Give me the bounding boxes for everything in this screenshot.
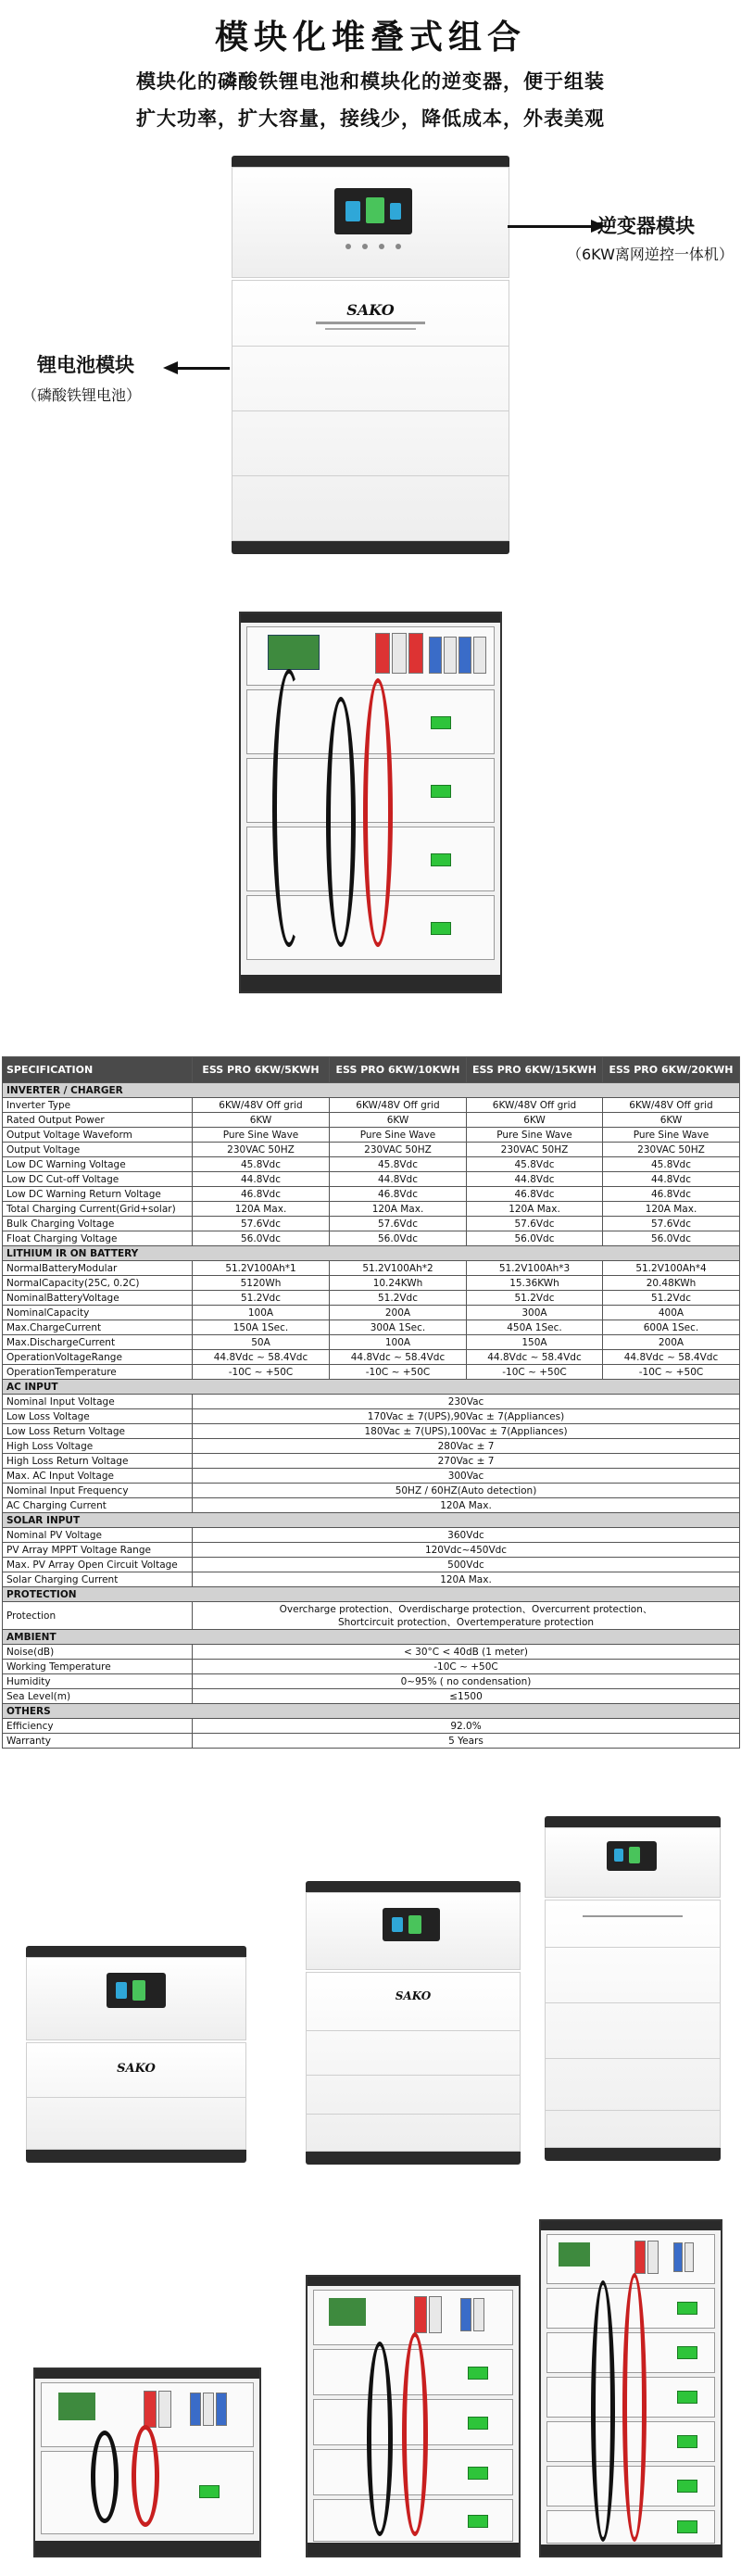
row-value: 120Vdc~450Vdc [193,1543,740,1558]
row-value: 300A 1Sec. [330,1320,467,1335]
button-icon [379,244,384,249]
row-value: 92.0% [193,1719,740,1734]
row-value: 6KW/48V Off grid [330,1098,467,1113]
row-label: Rated Output Power [3,1113,193,1128]
section-row [3,1513,740,1528]
table-row [3,1454,740,1469]
table-row [3,1365,740,1380]
row-value: Pure Sine Wave [193,1128,330,1143]
table-header-row [3,1057,740,1083]
specification-table [2,1056,740,1749]
row-value: 6KW/48V Off grid [603,1098,740,1113]
table-row [3,1276,740,1291]
row-label: Nominal PV Voltage [3,1528,193,1543]
row-value: 100A [330,1335,467,1350]
row-value: 170Vac ± 7(UPS),90Vac ± 7(Appliances) [193,1409,740,1424]
battery-callout-sub: （磷酸铁锂电池） [22,386,142,404]
row-label: Nominal Input Voltage [3,1395,193,1409]
row-value: -10C ~ +50C [603,1365,740,1380]
battery-callout: 锂电池模块 [37,354,134,376]
row-value [193,1602,740,1630]
table-row [3,1291,740,1306]
row-value: 120A Max. [467,1202,603,1217]
row-label: Efficiency [3,1719,193,1734]
row-value: 51.2V100Ah*2 [330,1261,467,1276]
row-value: 51.2Vdc [467,1291,603,1306]
table-row [3,1602,740,1630]
row-label: Solar Charging Current [3,1572,193,1587]
table-row [3,1320,740,1335]
row-value: 500Vdc [193,1558,740,1572]
row-label: NormalCapacity(25C, 0.2C) [3,1276,193,1291]
row-value-line: Overcharge protection、Overdischarge protection、Overcurrent protection、 [279,1603,653,1615]
table-row [3,1734,740,1749]
row-value: 15.36KWh [467,1276,603,1291]
section-row [3,1083,740,1098]
table-row [3,1689,740,1704]
row-value: < 30°C < 40dB (1 meter) [193,1645,740,1660]
table-row [3,1528,740,1543]
red-cable [363,678,393,947]
page-title: 模块化堆叠式组合 [214,19,526,57]
row-value: 6KW [193,1113,330,1128]
config-15kwh-closed [545,1816,721,2161]
table-row [3,1157,740,1172]
row-label: Protection [3,1602,193,1630]
row-label: NormalBatteryModular [3,1261,193,1276]
table-row [3,1113,740,1128]
row-value: 20.48KWh [603,1276,740,1291]
section-row [3,1246,740,1261]
table-row [3,1572,740,1587]
row-value: Pure Sine Wave [603,1128,740,1143]
row-value: 280Vac ± 7 [193,1439,740,1454]
section-row [3,1380,740,1395]
button-icon [396,244,401,249]
row-value: 120A Max. [330,1202,467,1217]
inverter-callout-sub: （6KW离网逆控一体机） [567,246,734,263]
row-label: Sea Level(m) [3,1689,193,1704]
row-value: 56.0Vdc [330,1231,467,1246]
table-row [3,1645,740,1660]
row-value: 50A [193,1335,330,1350]
cabinet-base [232,541,509,554]
row-value: 0~95% ( no condensation) [193,1674,740,1689]
row-value: 44.8Vdc [330,1172,467,1187]
row-value: 120A Max. [193,1498,740,1513]
row-label: High Loss Return Voltage [3,1454,193,1469]
table-row [3,1231,740,1246]
row-value: 46.8Vdc [330,1187,467,1202]
open-rack-interior [239,612,502,993]
hero-cabinet [232,156,509,554]
row-value: 44.8Vdc [193,1172,330,1187]
intro-line-2: 扩大功率，扩大容量，接线少，降低成本，外表美观 [136,107,605,130]
table-row [3,1306,740,1320]
row-value: ≤1500 [193,1689,740,1704]
table-row [3,1498,740,1513]
table-row [3,1439,740,1454]
table-row [3,1543,740,1558]
spec-header-model: ESS PRO 6KW/20KWH [603,1057,740,1083]
row-value: 400A [603,1306,740,1320]
cabinet-top-cap [232,156,509,167]
row-value: 56.0Vdc [603,1231,740,1246]
row-value: 46.8Vdc [193,1187,330,1202]
button-icon [345,244,351,249]
table-row [3,1719,740,1734]
row-value: 51.2Vdc [193,1291,330,1306]
row-value: 5 Years [193,1734,740,1749]
row-value: 51.2Vdc [330,1291,467,1306]
row-label: Humidity [3,1674,193,1689]
row-value: Pure Sine Wave [330,1128,467,1143]
spec-header-model: ESS PRO 6KW/15KWH [467,1057,603,1083]
row-value: 46.8Vdc [603,1187,740,1202]
section-title: OTHERS [3,1704,740,1719]
config-10kwh-open [306,2275,521,2557]
table-row [3,1217,740,1231]
black-cable [326,697,356,947]
table-row [3,1660,740,1674]
config-5kwh-closed [26,1946,246,2161]
row-value: 10.24KWh [330,1276,467,1291]
row-value: -10C ~ +50C [467,1365,603,1380]
row-value: -10C ~ +50C [193,1365,330,1380]
row-value: 100A [193,1306,330,1320]
row-label: Max.DischargeCurrent [3,1335,193,1350]
row-label: Low DC Warning Return Voltage [3,1187,193,1202]
row-value: 200A [330,1306,467,1320]
inverter-arrow-icon [508,225,593,228]
brand-logo: SAKO [117,2062,156,2076]
row-label: Max. AC Input Voltage [3,1469,193,1484]
row-value: 200A [603,1335,740,1350]
section-title: PROTECTION [3,1587,740,1602]
section-row [3,1704,740,1719]
row-label: PV Array MPPT Voltage Range [3,1543,193,1558]
row-value: 44.8Vdc ~ 58.4Vdc [193,1350,330,1365]
row-value: 6KW [330,1113,467,1128]
row-value: 46.8Vdc [467,1187,603,1202]
config-15kwh-open [539,2219,722,2557]
row-value: 230VAC 50HZ [467,1143,603,1157]
row-value: 44.8Vdc ~ 58.4Vdc [467,1350,603,1365]
row-label: Low DC Cut-off Voltage [3,1172,193,1187]
battery-module [232,280,509,541]
row-label: Working Temperature [3,1660,193,1674]
row-label: Nominal Input Frequency [3,1484,193,1498]
row-value: 45.8Vdc [467,1157,603,1172]
section-title: SOLAR INPUT [3,1513,740,1528]
row-label: Max.ChargeCurrent [3,1320,193,1335]
table-row [3,1395,740,1409]
row-label: Warranty [3,1734,193,1749]
spec-header-model: ESS PRO 6KW/10KWH [330,1057,467,1083]
row-label: NominalCapacity [3,1306,193,1320]
config-10kwh-closed [306,1881,521,2165]
row-value: 56.0Vdc [193,1231,330,1246]
row-value: 50HZ / 60HZ(Auto detection) [193,1484,740,1498]
row-value: 44.8Vdc ~ 58.4Vdc [330,1350,467,1365]
black-cable [272,669,306,947]
row-value: 51.2V100Ah*4 [603,1261,740,1276]
row-label: Total Charging Current(Grid+solar) [3,1202,193,1217]
table-row [3,1143,740,1157]
table-row [3,1335,740,1350]
table-row [3,1128,740,1143]
row-value: 230VAC 50HZ [330,1143,467,1157]
row-value: 300Vac [193,1469,740,1484]
row-label: Output Voltage Waveform [3,1128,193,1143]
section-title: AC INPUT [3,1380,740,1395]
row-value: 44.8Vdc [467,1172,603,1187]
row-value: 57.6Vdc [330,1217,467,1231]
row-value: 51.2Vdc [603,1291,740,1306]
row-label: OperationTemperature [3,1365,193,1380]
battery-arrow-icon [176,367,230,370]
spec-header-model: ESS PRO 6KW/5KWH [193,1057,330,1083]
row-value: Pure Sine Wave [467,1128,603,1143]
row-label: Noise(dB) [3,1645,193,1660]
row-value: 45.8Vdc [330,1157,467,1172]
button-icon [362,244,368,249]
table-row [3,1261,740,1276]
section-row [3,1587,740,1602]
row-label: Output Voltage [3,1143,193,1157]
row-value: 270Vac ± 7 [193,1454,740,1469]
row-value: 57.6Vdc [603,1217,740,1231]
intro-line-1: 模块化的磷酸铁锂电池和模块化的逆变器，便于组装 [136,70,605,93]
spec-header-label: SPECIFICATION [3,1057,193,1083]
row-value: 44.8Vdc [603,1172,740,1187]
row-value: 45.8Vdc [603,1157,740,1172]
brand-logo: SAKO [346,301,395,319]
section-row [3,1630,740,1645]
row-value-line: Shortcircuit protection、Overtemperature protection [337,1616,595,1628]
row-value: 120A Max. [603,1202,740,1217]
row-label: Low Loss Return Voltage [3,1424,193,1439]
section-title: AMBIENT [3,1630,740,1645]
row-label: OperationVoltageRange [3,1350,193,1365]
row-value: 360Vdc [193,1528,740,1543]
table-row [3,1350,740,1365]
brand-logo: SAKO [395,1989,432,2002]
row-value: 180Vac ± 7(UPS),100Vac ± 7(Appliances) [193,1424,740,1439]
table-row [3,1409,740,1424]
row-value: 5120Wh [193,1276,330,1291]
row-label: Inverter Type [3,1098,193,1113]
section-title: LITHIUM IR ON BATTERY [3,1246,740,1261]
row-value: 51.2V100Ah*3 [467,1261,603,1276]
row-value: 300A [467,1306,603,1320]
table-row [3,1469,740,1484]
row-value: 230Vac [193,1395,740,1409]
table-row [3,1202,740,1217]
row-value: 150A [467,1335,603,1350]
row-label: Float Charging Voltage [3,1231,193,1246]
row-value: 51.2V100Ah*1 [193,1261,330,1276]
row-value: 120A Max. [193,1202,330,1217]
row-value: 230VAC 50HZ [193,1143,330,1157]
table-row [3,1558,740,1572]
lcd-screen [334,188,412,234]
row-value: 6KW [467,1113,603,1128]
row-label: AC Charging Current [3,1498,193,1513]
row-value: 450A 1Sec. [467,1320,603,1335]
row-value: 6KW/48V Off grid [467,1098,603,1113]
table-row [3,1187,740,1202]
row-value: 6KW/48V Off grid [193,1098,330,1113]
table-row [3,1674,740,1689]
row-value: 57.6Vdc [467,1217,603,1231]
row-label: High Loss Voltage [3,1439,193,1454]
row-label: NominalBatteryVoltage [3,1291,193,1306]
row-label: Bulk Charging Voltage [3,1217,193,1231]
config-5kwh-open [33,2368,261,2557]
row-value: 150A 1Sec. [193,1320,330,1335]
row-value: 230VAC 50HZ [603,1143,740,1157]
inverter-callout: 逆变器模块 [597,215,695,237]
table-row [3,1098,740,1113]
row-value: 57.6Vdc [193,1217,330,1231]
row-value: 600A 1Sec. [603,1320,740,1335]
row-label: Max. PV Array Open Circuit Voltage [3,1558,193,1572]
table-row [3,1172,740,1187]
row-value: 45.8Vdc [193,1157,330,1172]
row-value: 44.8Vdc ~ 58.4Vdc [603,1350,740,1365]
row-label: Low DC Warning Voltage [3,1157,193,1172]
row-value: -10C ~ +50C [330,1365,467,1380]
inverter-module [232,167,509,278]
table-row [3,1424,740,1439]
row-value: 6KW [603,1113,740,1128]
row-label: Low Loss Voltage [3,1409,193,1424]
row-value: 56.0Vdc [467,1231,603,1246]
table-row [3,1484,740,1498]
section-title: INVERTER / CHARGER [3,1083,740,1098]
row-value: -10C ~ +50C [193,1660,740,1674]
row-value: 120A Max. [193,1572,740,1587]
